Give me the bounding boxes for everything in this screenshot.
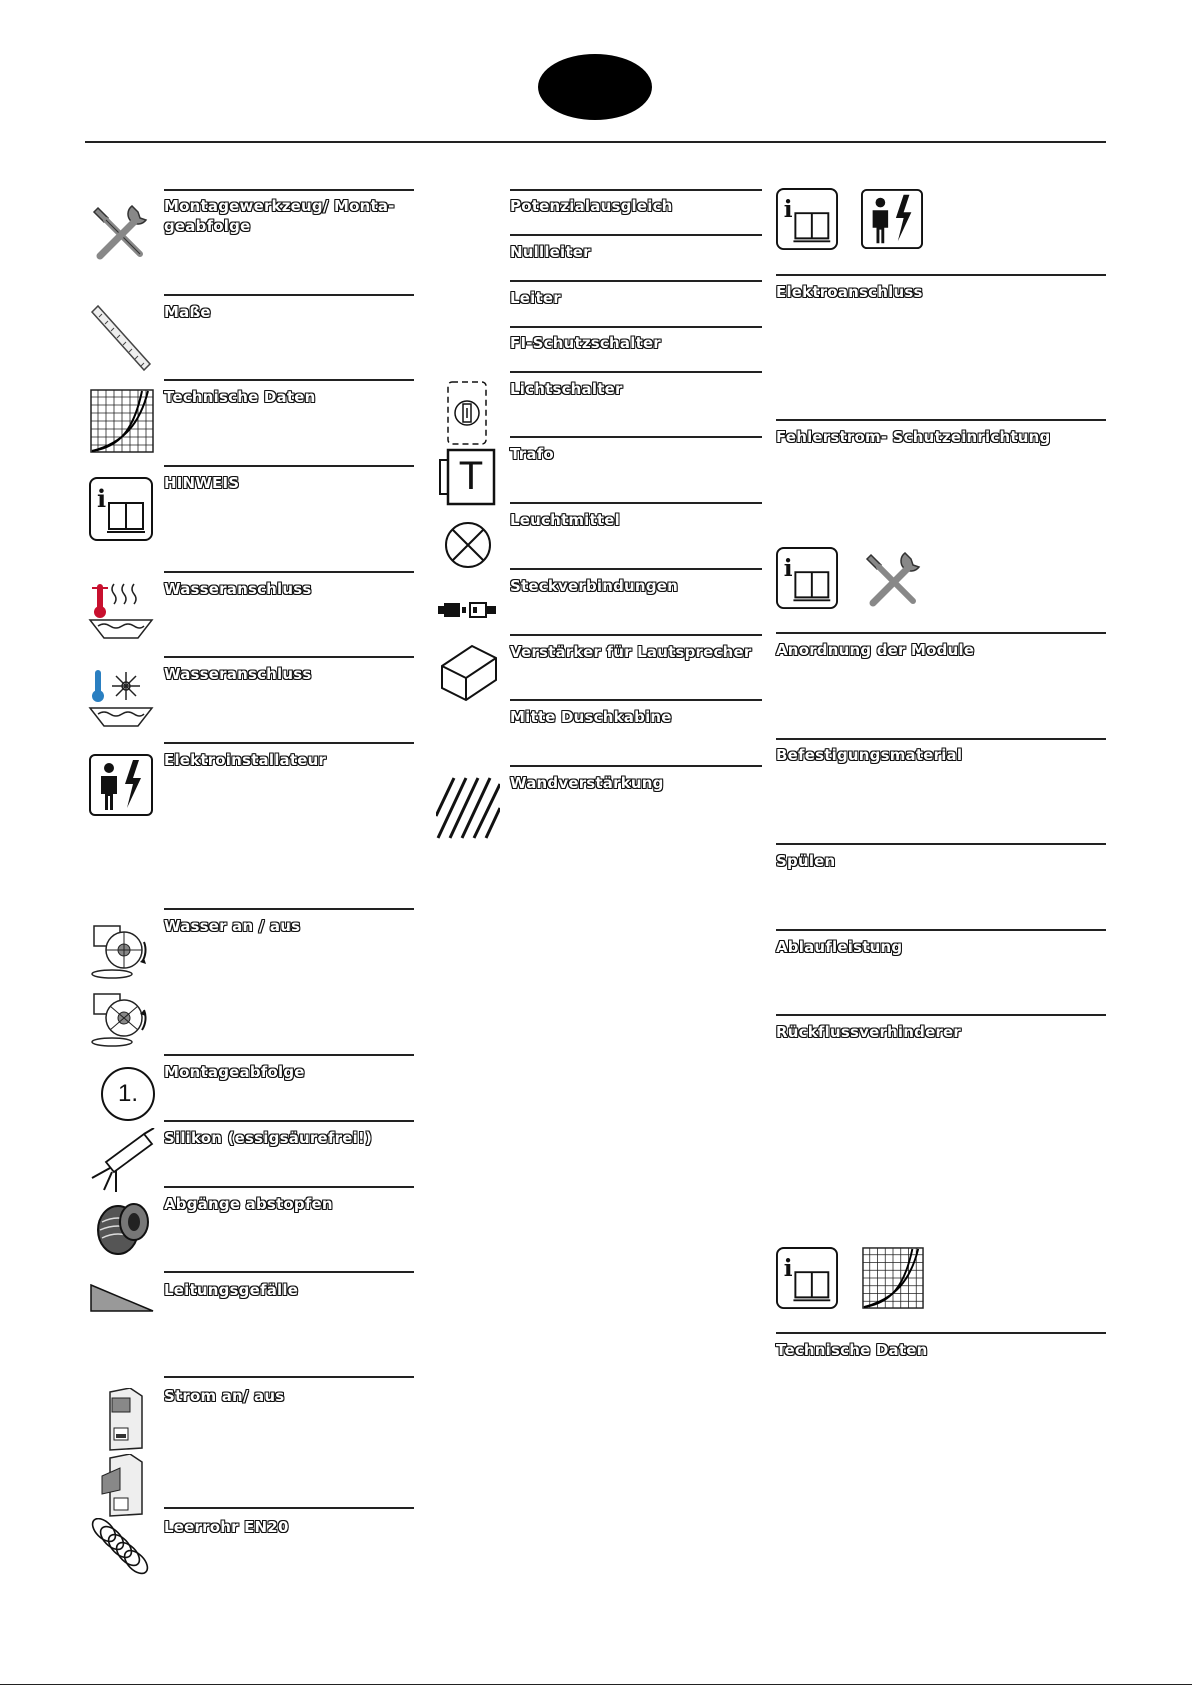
label-verstaerker: Verstärker für Lautsprecher: [510, 643, 752, 661]
language-badge: [538, 54, 652, 120]
divider: [510, 502, 762, 504]
label-elektroinstallateur: Elektroinstallateur: [164, 751, 327, 769]
label-anordnung: Anordnung der Module: [776, 641, 975, 659]
label-wasseranschluss-kalt: Wasseranschluss: [164, 665, 312, 683]
label-lichtschalter: Lichtschalter: [510, 380, 623, 398]
slope-icon: [90, 1284, 154, 1312]
divider: [164, 1507, 414, 1509]
divider: [164, 465, 414, 467]
label-fehlerstrom: Fehlerstrom- Schutzeinrichtung: [776, 428, 1051, 446]
divider: [164, 656, 414, 658]
wrench-screwdriver-icon: [861, 547, 927, 613]
divider: [164, 1054, 414, 1056]
lamp-icon: [443, 520, 493, 570]
label-wasser-an-aus: Wasser an / aus: [164, 917, 301, 935]
divider: [164, 189, 414, 191]
label-befestigung: Befestigungsmaterial: [776, 746, 963, 764]
label-wasseranschluss-warm: Wasseranschluss: [164, 580, 312, 598]
divider: [164, 908, 414, 910]
valve-close-icon: [88, 986, 152, 1050]
label-mitte-duschkabine: Mitte Duschkabine: [510, 708, 672, 726]
plug-cap-icon: [92, 1196, 154, 1258]
svg-text:i: i: [783, 196, 793, 224]
label-rueckfluss: Rückflussverhinderer: [776, 1023, 962, 1041]
step-number: 1.: [117, 1080, 138, 1107]
divider: [776, 1332, 1106, 1334]
label-ablaufleistung: Ablaufleistung: [776, 938, 903, 956]
label-masse: Maße: [164, 303, 211, 321]
plug-connector-icon: [436, 600, 500, 620]
divider: [164, 1120, 414, 1122]
label-leuchtmittel: Leuchtmittel: [510, 511, 620, 529]
divider: [164, 742, 414, 744]
label-leiter: Leiter: [510, 289, 561, 307]
divider: [510, 326, 762, 328]
electrician-icon: [861, 188, 923, 250]
label-silikon: Silikon (essigsäurefrei!): [164, 1129, 373, 1147]
divider: [510, 634, 762, 636]
divider: [510, 189, 762, 191]
divider: [510, 280, 762, 282]
divider: [510, 568, 762, 570]
divider: [510, 765, 762, 767]
transformer-letter: T: [458, 454, 484, 498]
svg-text:i: i: [783, 1255, 793, 1283]
wall-reinforcement-icon: [436, 776, 500, 840]
conduit-icon: [88, 1518, 154, 1584]
divider: [164, 1186, 414, 1188]
hot-water-icon: [88, 582, 154, 642]
ruler-icon: [88, 302, 154, 372]
divider: [510, 699, 762, 701]
power-on-icon: [100, 1388, 146, 1452]
divider: [164, 571, 414, 573]
label-elektroanschluss: Elektroanschluss: [776, 283, 923, 301]
header-divider: [85, 141, 1106, 143]
divider: [164, 1271, 414, 1273]
divider: [776, 1014, 1106, 1016]
divider: [510, 234, 762, 236]
label-technische-daten: Technische Daten: [164, 388, 316, 406]
electrician-icon: [89, 754, 153, 816]
silicone-gun-icon: [86, 1128, 156, 1194]
label-abgaenge: Abgänge abstopfen: [164, 1195, 333, 1213]
divider: [510, 371, 762, 373]
label-wandverstaerkung: Wandverstärkung: [510, 774, 664, 792]
cold-water-icon: [88, 668, 154, 730]
info-manual-icon: [776, 547, 838, 609]
label-hinweis: HINWEIS: [164, 474, 240, 492]
wrench-screwdriver-icon: [88, 200, 154, 266]
divider: [164, 1376, 414, 1378]
label-potenzialausgleich: Potenzialausgleich: [510, 197, 673, 215]
label-montagewerkzeug: Montagewerkzeug/ Monta- geabfolge: [164, 197, 395, 235]
valve-open-icon: [88, 918, 152, 982]
divider: [776, 632, 1106, 634]
label-steckverbindungen: Steckverbindungen: [510, 577, 679, 595]
amplifier-box-icon: [438, 642, 498, 702]
chart-grid-icon: [862, 1247, 924, 1309]
chart-grid-icon: [90, 389, 154, 453]
divider: [776, 843, 1106, 845]
label-leitungsgefaelle: Leitungsgefälle: [164, 1281, 299, 1299]
info-manual-icon: [776, 188, 838, 250]
label-strom: Strom an/ aus: [164, 1387, 285, 1405]
info-manual-icon: [776, 1247, 838, 1309]
light-switch-icon: [446, 380, 488, 446]
label-trafo: Trafo: [510, 445, 554, 463]
label-technische-daten-2: Technische Daten: [776, 1341, 928, 1359]
label-spuelen: Spülen: [776, 852, 836, 870]
divider: [164, 294, 414, 296]
divider: [776, 274, 1106, 276]
svg-text:i: i: [97, 484, 107, 513]
divider: [510, 436, 762, 438]
info-manual-icon: [89, 477, 153, 541]
label-nullleiter: Nullleiter: [510, 243, 591, 261]
divider: [776, 738, 1106, 740]
label-montageabfolge: Montageabfolge: [164, 1063, 305, 1081]
svg-text:i: i: [783, 555, 793, 583]
label-leerrohr: Leerrohr EN20: [164, 1518, 289, 1536]
divider: [776, 419, 1106, 421]
power-off-icon: [100, 1454, 146, 1518]
divider: [164, 379, 414, 381]
divider: [776, 929, 1106, 931]
label-fi-schutzschalter: FI-Schutzschalter: [510, 334, 661, 352]
